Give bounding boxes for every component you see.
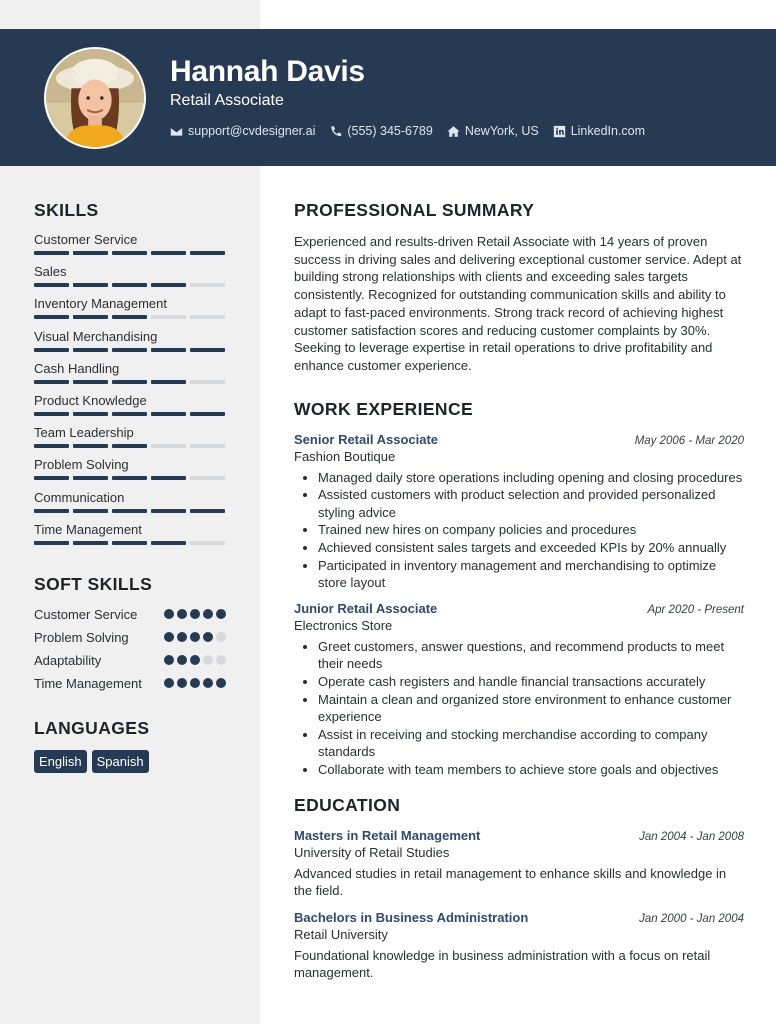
soft-skills-section bbox=[34, 574, 226, 692]
skill-level-bars bbox=[34, 315, 226, 319]
job-entry bbox=[294, 432, 744, 592]
contact-email[interactable] bbox=[170, 124, 315, 138]
skill-level-segment bbox=[34, 476, 69, 480]
skill-level-segment bbox=[73, 541, 108, 545]
contact-list bbox=[170, 124, 645, 138]
skill-level-segment bbox=[73, 509, 108, 513]
contact-phone-text: (555) 345-6789 bbox=[347, 124, 433, 138]
education-date: Jan 2004 - Jan 2008 bbox=[639, 830, 744, 843]
skill-item bbox=[34, 329, 226, 361]
skill-level-bars bbox=[34, 541, 226, 545]
skill-level-segment bbox=[190, 509, 225, 513]
skill-level-segment bbox=[190, 476, 225, 480]
rating-dot bbox=[164, 632, 174, 642]
skill-name: Sales bbox=[34, 264, 67, 280]
skill-level-segment bbox=[112, 251, 147, 255]
job-bullets bbox=[294, 638, 744, 779]
soft-skills-title: SOFT SKILLS bbox=[34, 573, 153, 594]
jobs-list bbox=[294, 432, 744, 779]
skill-item bbox=[34, 522, 226, 554]
job-bullet: • Collaborate with team members to achieve store goals and objectives bbox=[318, 761, 744, 779]
skill-level-segment bbox=[112, 444, 147, 448]
skill-item bbox=[34, 490, 226, 522]
job-bullet: • Maintain a clean and organized store environment to enhance customer experience bbox=[318, 691, 744, 726]
soft-skill-name: Adaptability bbox=[34, 652, 102, 668]
skill-level-segment bbox=[151, 509, 186, 513]
envelope-icon bbox=[170, 125, 183, 138]
soft-skill-item bbox=[34, 629, 226, 646]
skill-level-segment bbox=[73, 251, 108, 255]
skill-name: Inventory Management bbox=[34, 296, 167, 312]
job-bullet: • Assist in receiving and stocking merchandise according to company standards bbox=[318, 726, 744, 761]
rating-dot bbox=[164, 609, 174, 619]
education-description: Foundational knowledge in business administration with a focus on retail management. bbox=[294, 947, 711, 981]
skills-title: SKILLS bbox=[34, 200, 99, 220]
avatar bbox=[44, 47, 146, 149]
skill-name: Problem Solving bbox=[34, 457, 129, 473]
education-school: Retail University bbox=[294, 926, 388, 942]
skill-item bbox=[34, 232, 226, 264]
work-title: WORK EXPERIENCE bbox=[294, 398, 474, 419]
education-entry bbox=[294, 910, 744, 982]
resume-header bbox=[0, 29, 776, 166]
skill-level-segment bbox=[190, 283, 225, 287]
education-description: Advanced studies in retail management to enhance skills and knowledge in the field. bbox=[294, 865, 727, 899]
phone-icon bbox=[329, 125, 342, 138]
rating-dot bbox=[164, 655, 174, 665]
skill-level-segment bbox=[112, 315, 147, 319]
candidate-role: Retail Associate bbox=[170, 92, 284, 109]
skill-level-bars bbox=[34, 412, 226, 416]
sidebar bbox=[34, 200, 226, 773]
skill-level-segment bbox=[151, 348, 186, 352]
skill-level-segment bbox=[34, 509, 69, 513]
job-bullet: • Operate cash registers and handle financial transactions accurately bbox=[318, 673, 744, 691]
skill-level-bars bbox=[34, 348, 226, 352]
education-title: EDUCATION bbox=[294, 794, 401, 815]
skill-level-segment bbox=[112, 509, 147, 513]
soft-skill-rating bbox=[164, 632, 226, 642]
home-icon bbox=[447, 125, 460, 138]
languages-list bbox=[34, 750, 226, 773]
education-date: Jan 2000 - Jan 2004 bbox=[639, 912, 744, 925]
skill-level-bars bbox=[34, 476, 226, 480]
soft-skill-item bbox=[34, 675, 226, 692]
job-bullet: • Assisted customers with product selection and provided personalized styling advice bbox=[318, 486, 744, 521]
skill-level-segment bbox=[151, 444, 186, 448]
skill-level-segment bbox=[73, 476, 108, 480]
skill-level-segment bbox=[151, 476, 186, 480]
skill-name: Time Management bbox=[34, 521, 142, 537]
skill-name: Visual Merchandising bbox=[34, 328, 158, 344]
skill-level-segment bbox=[151, 541, 186, 545]
contact-linkedin-text: LinkedIn.com bbox=[570, 124, 646, 138]
skill-level-segment bbox=[151, 283, 186, 287]
skill-level-bars bbox=[34, 444, 226, 448]
skill-level-segment bbox=[34, 444, 69, 448]
skill-level-segment bbox=[34, 251, 69, 255]
main-content bbox=[294, 200, 744, 992]
job-bullet: • Greet customers, answer questions, and recommend products to meet their needs bbox=[318, 638, 744, 673]
skill-item bbox=[34, 393, 226, 425]
rating-dot bbox=[177, 632, 187, 642]
rating-dot bbox=[216, 609, 226, 619]
soft-skill-name: Time Management bbox=[34, 675, 142, 691]
education-header bbox=[294, 910, 744, 925]
soft-skill-item bbox=[34, 606, 226, 623]
skill-level-bars bbox=[34, 509, 226, 513]
soft-skill-item bbox=[34, 652, 226, 669]
linkedin-icon bbox=[553, 125, 566, 138]
rating-dot bbox=[203, 609, 213, 619]
skill-level-segment bbox=[73, 348, 108, 352]
skill-level-segment bbox=[73, 412, 108, 416]
profile-photo bbox=[46, 49, 144, 147]
summary-text: Experienced and results-driven Retail Associate with 14 years of proven success in driving sales and delivering exceptional customer service. Adept at building strong relationships with clients and exceeding sales targets consistently. Recognized for outstanding communication skills and ability to adapt to fast-paced environments. Strong track record of achieving highest customer satisfaction scores and reducing customer complaints by 30%. Seeking to leverage expertise in retail operations to drive profitability and enhance customer experience. bbox=[294, 234, 742, 373]
rating-dot bbox=[164, 678, 174, 688]
rating-dot bbox=[190, 632, 200, 642]
skill-item bbox=[34, 361, 226, 393]
rating-dot bbox=[203, 678, 213, 688]
language-badge: English bbox=[34, 750, 87, 773]
soft-skills-list bbox=[34, 606, 226, 692]
job-bullets bbox=[294, 469, 744, 592]
rating-dot bbox=[203, 655, 213, 665]
job-date: Apr 2020 - Present bbox=[647, 603, 744, 616]
skills-list bbox=[34, 232, 226, 554]
skill-level-segment bbox=[190, 444, 225, 448]
job-bullet: • Achieved consistent sales targets and exceeded KPIs by 20% annually bbox=[318, 539, 744, 557]
skill-name: Customer Service bbox=[34, 232, 138, 247]
skill-level-segment bbox=[34, 412, 69, 416]
soft-skill-rating bbox=[164, 655, 226, 665]
skill-level-segment bbox=[112, 348, 147, 352]
contact-phone[interactable] bbox=[329, 124, 432, 138]
job-title: Senior Retail Associate bbox=[294, 431, 439, 447]
language-badge: Spanish bbox=[92, 750, 149, 773]
job-company: Fashion Boutique bbox=[294, 448, 396, 464]
rating-dot bbox=[190, 678, 200, 688]
rating-dot bbox=[177, 655, 187, 665]
skill-level-segment bbox=[73, 315, 108, 319]
skill-level-segment bbox=[34, 283, 69, 287]
languages-title: LANGUAGES bbox=[34, 717, 150, 738]
education-entry bbox=[294, 828, 744, 900]
education-school: University of Retail Studies bbox=[294, 844, 450, 860]
skill-level-segment bbox=[190, 412, 225, 416]
skill-name: Cash Handling bbox=[34, 360, 120, 376]
education-degree: Bachelors in Business Administration bbox=[294, 909, 529, 925]
skill-level-segment bbox=[151, 251, 186, 255]
rating-dot bbox=[190, 655, 200, 665]
skill-level-segment bbox=[34, 348, 69, 352]
skill-level-segment bbox=[190, 348, 225, 352]
job-company: Electronics Store bbox=[294, 617, 393, 633]
skill-item bbox=[34, 296, 226, 328]
rating-dot bbox=[216, 655, 226, 665]
skill-level-segment bbox=[151, 412, 186, 416]
rating-dot bbox=[177, 678, 187, 688]
skill-item bbox=[34, 457, 226, 489]
job-bullet: • Participated in inventory management and merchandising to optimize store layout bbox=[318, 557, 744, 592]
skill-level-segment bbox=[34, 541, 69, 545]
rating-dot bbox=[190, 609, 200, 619]
skill-level-segment bbox=[73, 283, 108, 287]
job-header bbox=[294, 601, 744, 616]
skill-level-segment bbox=[151, 380, 186, 384]
languages-section bbox=[34, 718, 226, 773]
skill-name: Team Leadership bbox=[34, 425, 134, 441]
job-header bbox=[294, 432, 744, 447]
work-section bbox=[294, 399, 744, 779]
job-bullet: • Trained new hires on company policies and procedures bbox=[318, 521, 744, 539]
rating-dot bbox=[177, 609, 187, 619]
summary-title: PROFESSIONAL SUMMARY bbox=[294, 200, 535, 220]
skill-level-segment bbox=[112, 476, 147, 480]
skill-level-bars bbox=[34, 251, 226, 255]
job-bullet: • Managed daily store operations including opening and closing procedures bbox=[318, 469, 744, 487]
contact-location bbox=[447, 124, 539, 138]
skill-level-segment bbox=[34, 315, 69, 319]
soft-skill-rating bbox=[164, 609, 226, 619]
rating-dot bbox=[203, 632, 213, 642]
skill-item bbox=[34, 264, 226, 296]
candidate-name: Hannah Davis bbox=[170, 55, 365, 88]
contact-email-text: support@cvdesigner.ai bbox=[188, 124, 316, 138]
contact-linkedin[interactable] bbox=[553, 124, 645, 138]
rating-dot bbox=[216, 632, 226, 642]
job-entry bbox=[294, 601, 744, 779]
skill-level-bars bbox=[34, 283, 226, 287]
skill-level-bars bbox=[34, 380, 226, 384]
education-section bbox=[294, 795, 744, 982]
skill-level-segment bbox=[112, 380, 147, 384]
education-degree: Masters in Retail Management bbox=[294, 827, 481, 843]
skill-level-segment bbox=[112, 412, 147, 416]
soft-skill-name: Customer Service bbox=[34, 606, 138, 622]
skill-name: Product Knowledge bbox=[34, 392, 147, 408]
soft-skill-rating bbox=[164, 678, 226, 688]
skill-level-segment bbox=[151, 315, 186, 319]
skill-name: Communication bbox=[34, 489, 125, 505]
education-header bbox=[294, 828, 744, 843]
education-list bbox=[294, 828, 744, 982]
job-date: May 2006 - Mar 2020 bbox=[634, 434, 744, 447]
skill-level-segment bbox=[112, 541, 147, 545]
skill-level-segment bbox=[190, 380, 225, 384]
contact-location-text: NewYork, US bbox=[464, 124, 539, 138]
rating-dot bbox=[216, 678, 226, 688]
skill-level-segment bbox=[112, 283, 147, 287]
soft-skill-name: Problem Solving bbox=[34, 629, 129, 645]
skill-level-segment bbox=[190, 251, 225, 255]
skill-item bbox=[34, 425, 226, 457]
skill-level-segment bbox=[190, 315, 225, 319]
skill-level-segment bbox=[73, 444, 108, 448]
skill-level-segment bbox=[190, 541, 225, 545]
skill-level-segment bbox=[73, 380, 108, 384]
job-title: Junior Retail Associate bbox=[294, 600, 438, 616]
skill-level-segment bbox=[34, 380, 69, 384]
